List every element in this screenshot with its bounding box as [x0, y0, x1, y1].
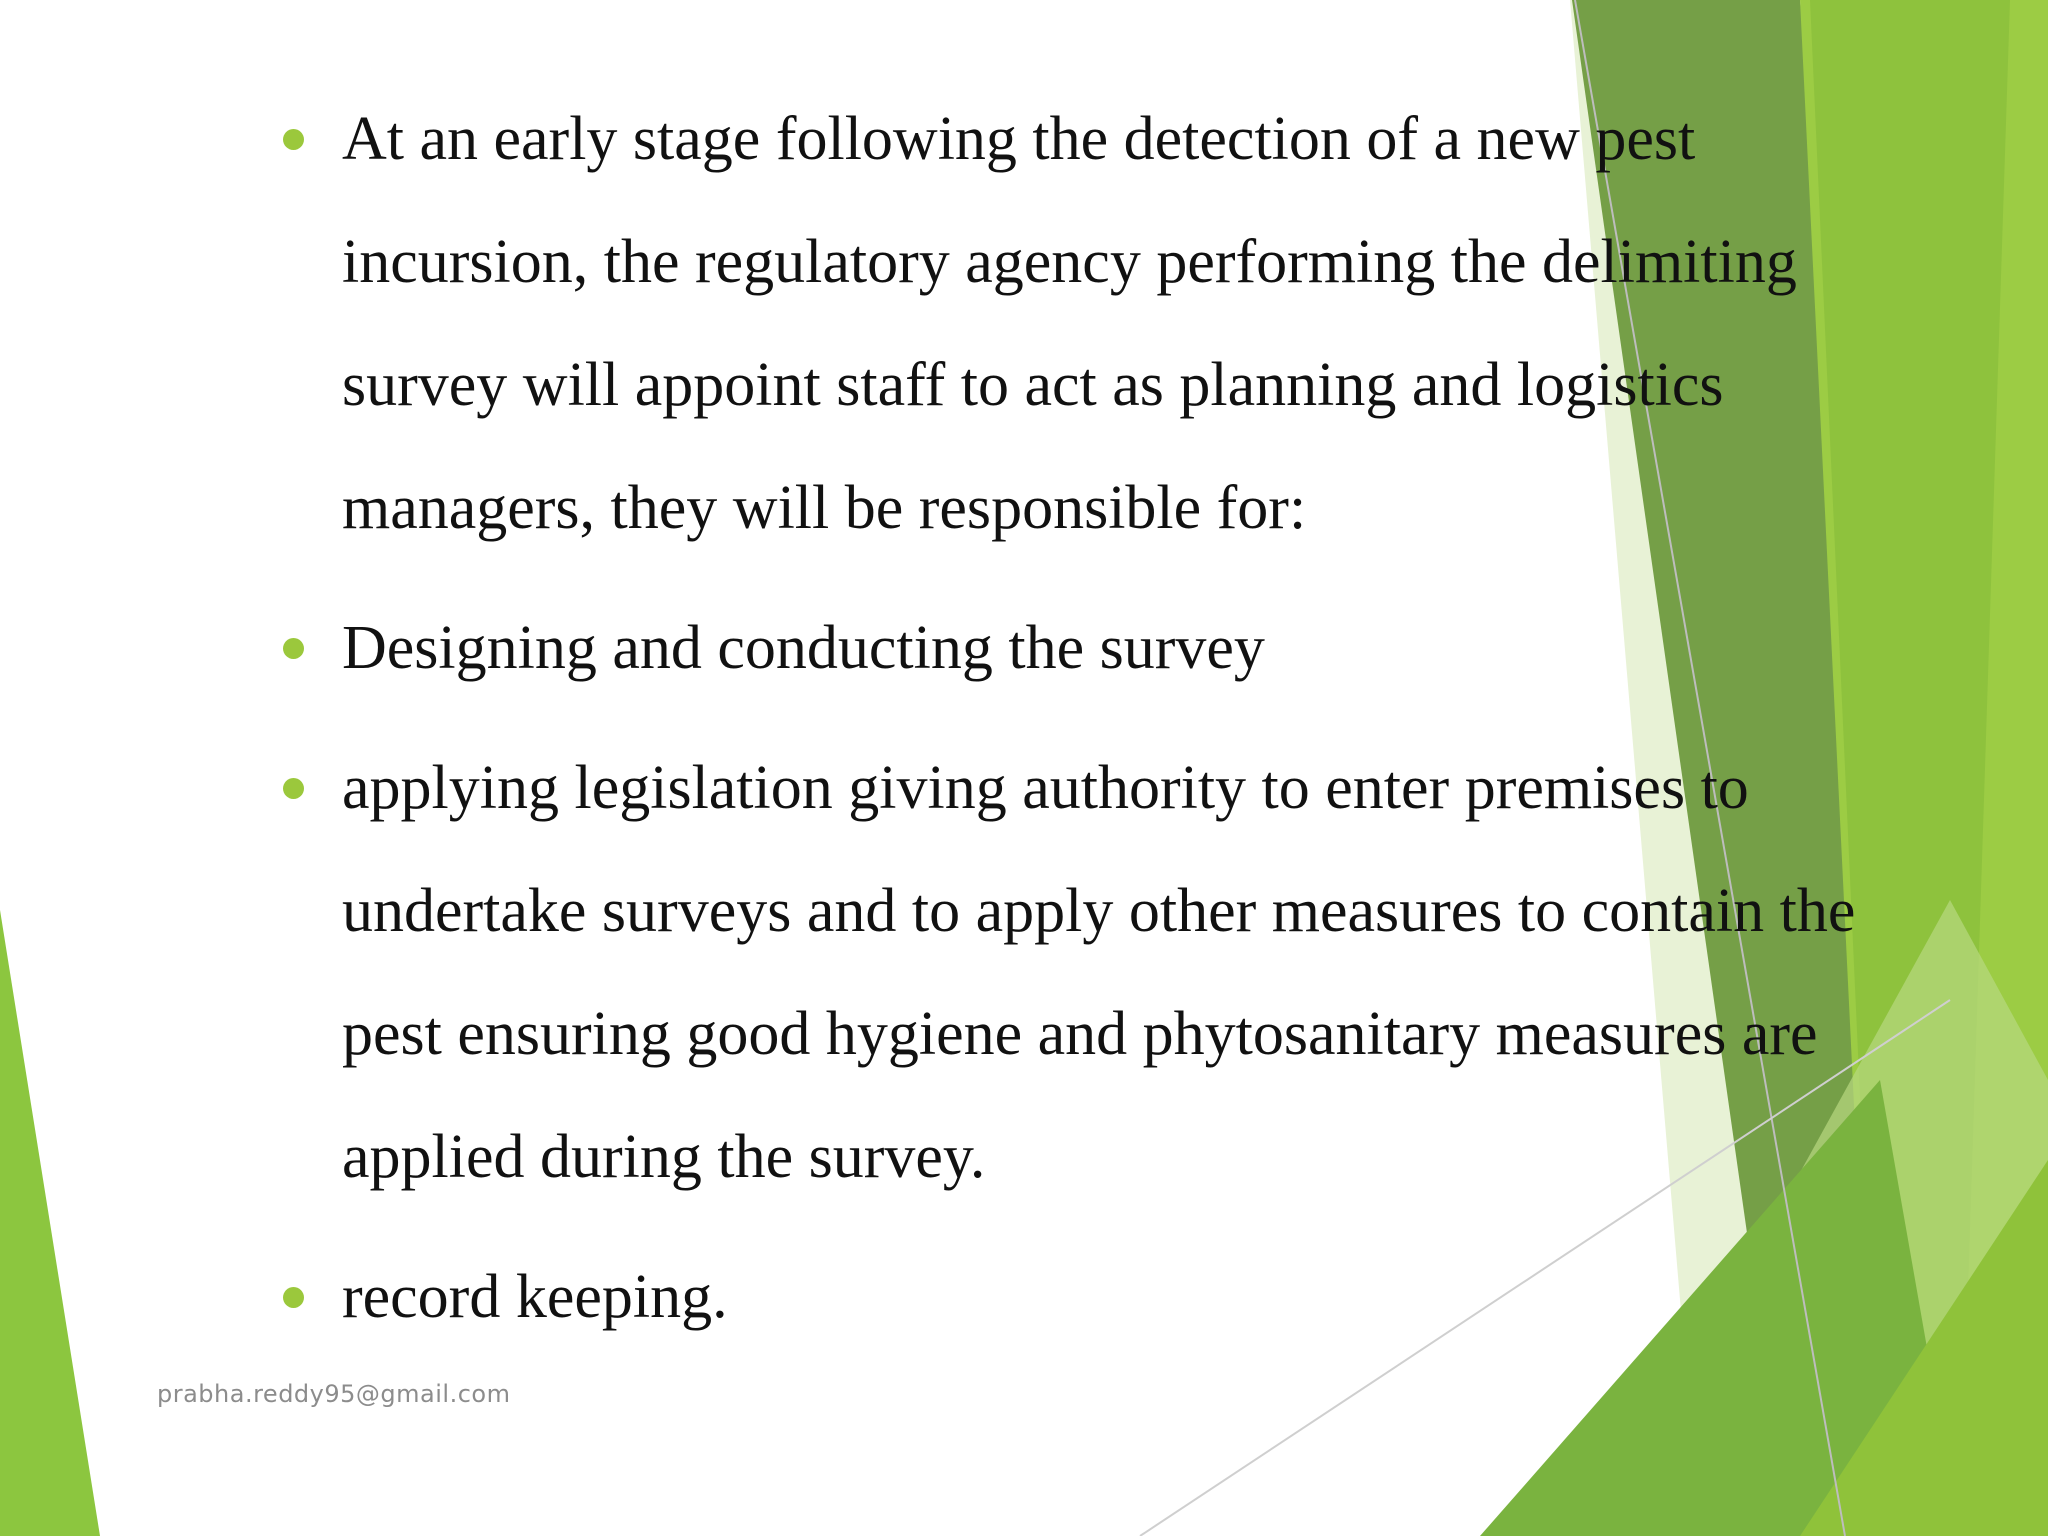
- bullet-text: At an early stage following the detection of a new pest incursion, the regulatory agency performing the delimiting survey will appoint staff to act as planning and logistics managers, they will be responsible for:: [342, 105, 1797, 542]
- bullet-item: [280, 1236, 1930, 1359]
- bullet-list: [280, 78, 1930, 1359]
- bullet-text: record keeping.: [342, 1263, 728, 1331]
- bullet-dot-icon: [283, 778, 304, 799]
- bullet-text: Designing and conducting the survey: [342, 614, 1265, 682]
- footer-email: prabha.reddy95@gmail.com: [157, 1380, 511, 1408]
- bullet-item: [280, 727, 1930, 1219]
- bullet-item: [280, 78, 1930, 570]
- bullet-text: applying legislation giving authority to enter premises to undertake surveys and to apply other measures to contain the pest ensuring good hygiene and phytosanitary measures are applied during the survey.: [342, 754, 1856, 1191]
- bullet-dot-icon: [283, 638, 304, 659]
- bullet-dot-icon: [283, 129, 304, 150]
- bullet-item: [280, 587, 1930, 710]
- bullet-dot-icon: [283, 1287, 304, 1308]
- left-green-sliver: [0, 910, 100, 1536]
- slide-content: [280, 78, 1930, 1376]
